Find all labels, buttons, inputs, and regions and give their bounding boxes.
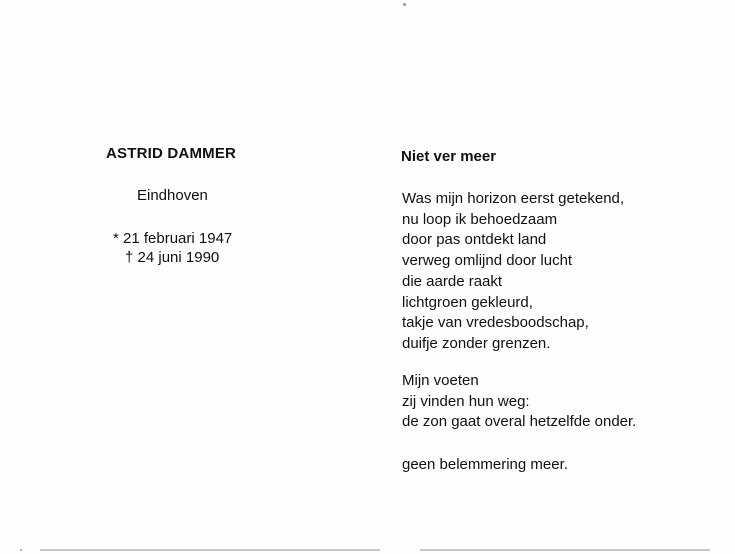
poem-line: die aarde raakt	[402, 272, 503, 290]
poem-line: door pas ontdekt land	[402, 231, 547, 249]
poem-line: geen belemmering meer.	[402, 456, 568, 473]
poem-line: lichtgroen gekleurd,	[402, 293, 533, 311]
poem-stanza-2	[402, 371, 636, 433]
poem-title: Niet ver meer	[401, 148, 497, 165]
poem-stanza-1	[402, 189, 624, 355]
poem-line: Mijn voeten	[402, 372, 479, 389]
death-date: † 24 juni 1990	[125, 249, 220, 266]
poem-stanza-3	[402, 455, 568, 476]
scan-edge-line	[420, 549, 710, 551]
scan-edge-line	[40, 549, 380, 551]
poem-line: nu loop ik behoedzaam	[402, 210, 558, 228]
poem-line: duifje zonder grenzen.	[402, 334, 551, 352]
deceased-name: ASTRID DAMMER	[106, 145, 237, 162]
paper-speck	[20, 549, 22, 551]
poem-line: zij vinden hun weg:	[402, 392, 530, 410]
poem-line: takje van vredesboodschap,	[402, 314, 589, 332]
poem-line: verweg omlijnd door lucht	[402, 252, 573, 270]
poem-line: Was mijn horizon eerst getekend,	[402, 190, 625, 207]
paper-speck	[403, 3, 406, 6]
poem-line: de zon gaat overal hetzelfde onder.	[402, 413, 637, 431]
deceased-place: Eindhoven	[137, 187, 208, 204]
birth-date: * 21 februari 1947	[113, 230, 233, 247]
